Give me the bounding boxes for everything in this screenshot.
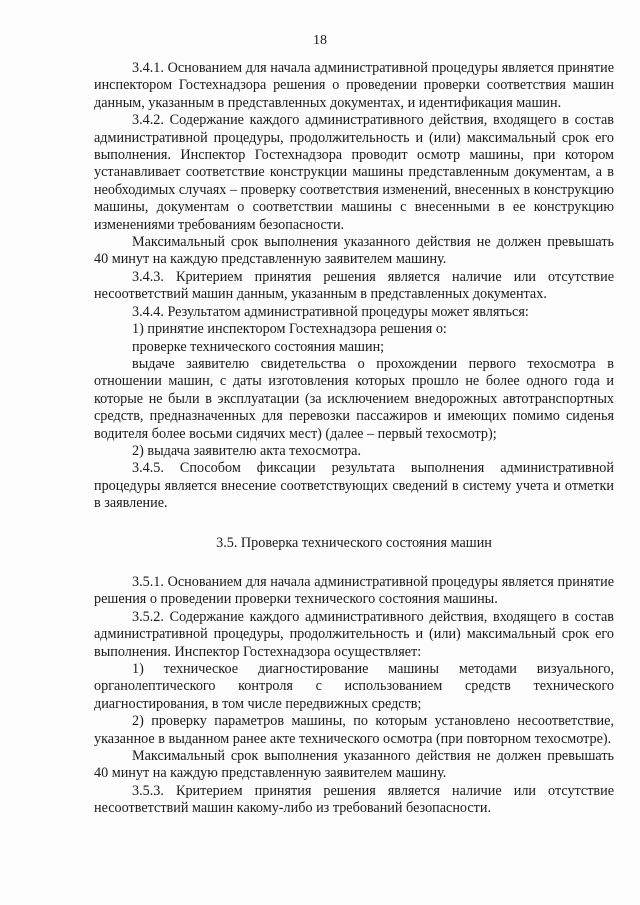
paragraph-3-4-4: 3.4.4. Результатом административной процедуры может являться: [132, 303, 529, 320]
list-subitem-certificate: выдаче заявителю свидетельства о прохождении первого техосмотра в отношении машин, с даты изготовления которых прошло не более одного года и которые не были в эксплуатации (за исключением внедорожных автотранспортных средств, предназначенных для перевозки пассажиров и имеющих помимо сиденья водителя более восьми сидячих мест) (далее – первый техосмотр); [94, 355, 614, 442]
paragraph-3-5-3: 3.5.3. Критерием принятия решения является наличие или отсутствие несоответствий машин какому-либо из требований безопасности. [94, 782, 614, 817]
section-3-4-text [94, 60, 614, 513]
list-item-diagnostics: 1) техническое диагностирование машины методами визуального, органолептического контроля с использованием средств технического диагностирования, в том числе передвижных средств; [94, 661, 614, 712]
section-3-5-text [94, 574, 614, 818]
document-body [94, 60, 614, 818]
list-subitem-check: проверке технического состояния машин; [132, 338, 385, 355]
list-item-decision: 1) принятие инспектором Гостехнадзора решения о: [132, 321, 447, 338]
section-heading-3-5: 3.5. Проверка технического состояния машин [216, 534, 492, 551]
page-number: 18 [313, 33, 327, 48]
paragraph-3-4-2: 3.4.2. Содержание каждого административного действия, входящего в состав административной процедуры, продолжительность и (или) максимальный срок его выполнения. Инспектор Гостехнадзора проводит осмотр машины, при котором устанавливает соответствие конструкции машины представленным документам, а в необходимых случаях – проверку соответствия изменений, внесенных в конструкцию машины, документам о соответствии машины с внесенными в ее конструкцию изменениями требованиям безопасности. [94, 112, 614, 233]
paragraph-3-4-1: 3.4.1. Основанием для начала административной процедуры является принятие инспектором Гостехнадзора решения о проведении проверки соответствия машин данным, указанным в представленных документах, и идентификация машин. [94, 60, 614, 111]
list-item-act: 2) выдача заявителю акта техосмотра. [132, 442, 361, 459]
paragraph-3-4-5: 3.4.5. Способом фиксации результата выполнения административной процедуры является внесение соответствующих сведений в систему учета и отметки в заявление. [94, 460, 614, 512]
paragraph-max-time-3-4: Максимальный срок выполнения указанного действия не должен превышать 40 минут на каждую представленную заявителем машину. [94, 234, 614, 268]
paragraph-3-5-1: 3.5.1. Основанием для начала административной процедуры является принятие решения о проведении проверки технического состояния машины. [94, 573, 614, 608]
paragraph-3-5-2: 3.5.2. Содержание каждого административного действия, входящего в состав административной процедуры, продолжительность и (или) максимальный срок его выполнения. Инспектор Гостехнадзора осуществляет: [94, 608, 614, 660]
list-item-parameter-check: 2) проверку параметров машины, по которым установлено несоответствие, указанное в выданном ранее акте технического осмотра (при повторном техосмотре). [94, 713, 614, 747]
paragraph-3-4-3: 3.4.3. Критерием принятия решения является наличие или отсутствие несоответствий машин данным, указанным в представленных документах. [94, 268, 614, 303]
paragraph-max-time-3-5: Максимальный срок выполнения указанного действия не должен превышать 40 минут на каждую представленную заявителем машину. [94, 748, 614, 782]
